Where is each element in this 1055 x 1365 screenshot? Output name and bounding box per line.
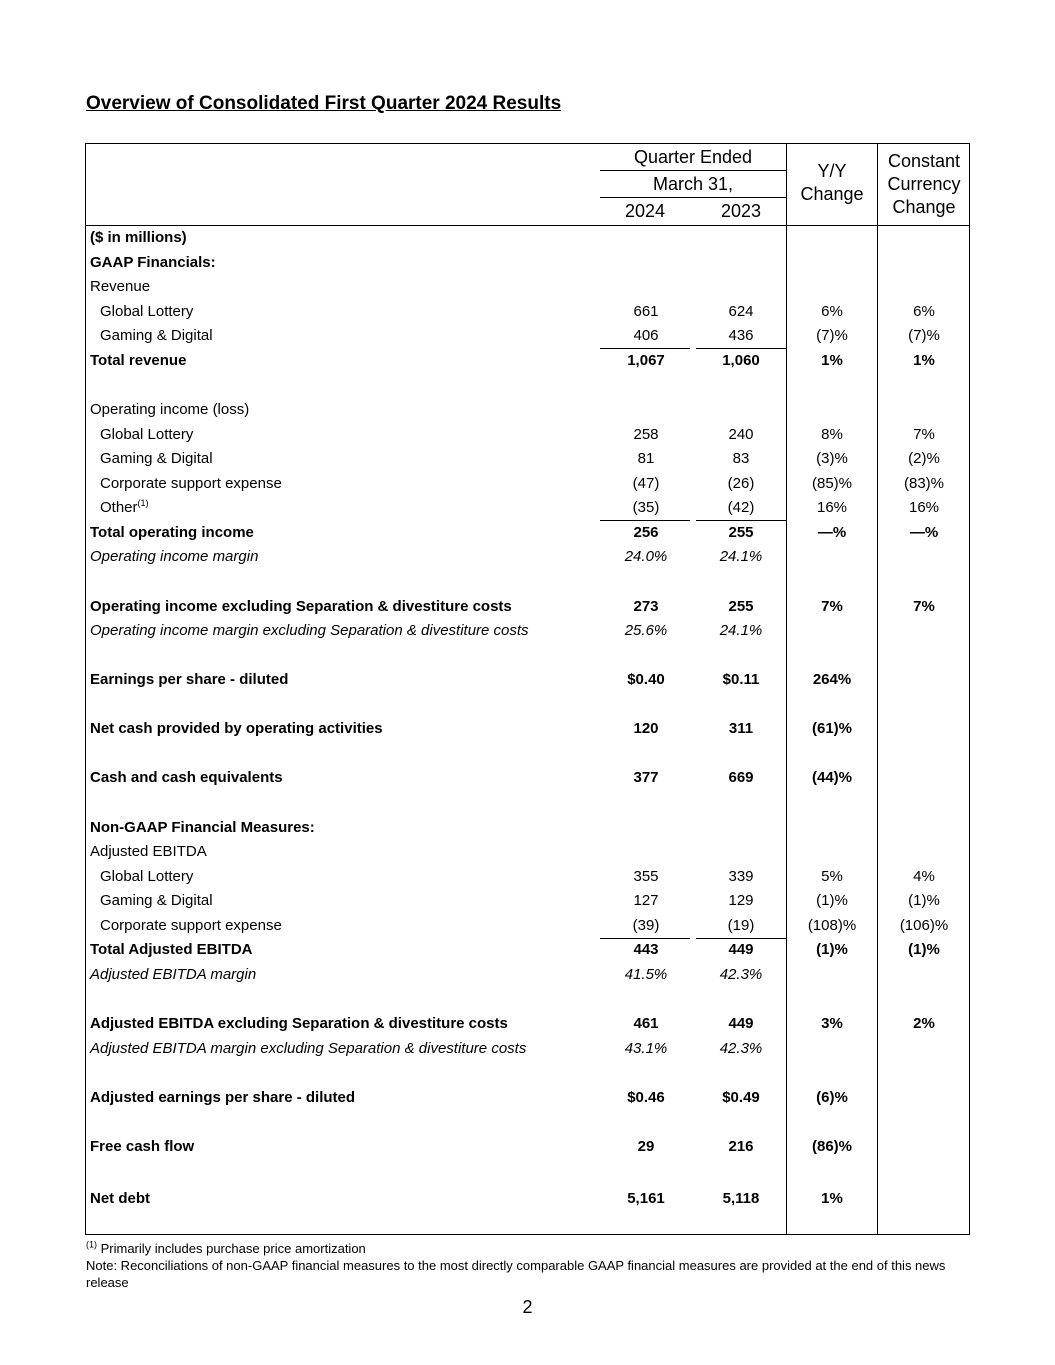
value-2024: (47) — [632, 475, 660, 492]
value-2024: $0.40 — [627, 671, 665, 688]
table-row — [86, 324, 970, 348]
sum-rule — [600, 938, 690, 939]
yy-change: (44)% — [811, 769, 852, 786]
value-2023: 83 — [732, 450, 750, 467]
header-march: March 31, — [652, 174, 734, 194]
row-label: Adjusted earnings per share - diluted — [90, 1089, 356, 1106]
yy-change: (1)% — [816, 892, 848, 909]
yy-change: (85)% — [811, 475, 852, 492]
table-row — [86, 1037, 970, 1061]
value-2023: (19) — [727, 917, 755, 934]
table-row — [86, 889, 970, 913]
constant-currency-change: 6% — [913, 303, 935, 320]
value-2024: 120 — [633, 720, 659, 737]
table-row — [86, 766, 970, 790]
sum-rule — [600, 520, 690, 521]
row-label: Gaming & Digital — [100, 327, 213, 344]
table-row — [86, 668, 970, 692]
value-2023: 129 — [728, 892, 754, 909]
yy-change: —% — [817, 524, 847, 541]
table-row — [86, 423, 970, 447]
sum-rule — [696, 938, 786, 939]
value-2024: 273 — [633, 598, 659, 615]
page-title: Overview of Consolidated First Quarter 2024 Results — [86, 93, 562, 114]
table-row — [86, 865, 970, 889]
constant-currency-change: (2)% — [908, 450, 940, 467]
value-2024: 256 — [633, 524, 659, 541]
table-row — [86, 447, 970, 471]
row-label: Free cash flow — [90, 1138, 195, 1155]
yy-change: 7% — [821, 598, 843, 615]
value-2024: 24.0% — [624, 548, 668, 565]
yy-change: (86)% — [811, 1138, 852, 1155]
quarter-ended-rule — [600, 170, 786, 171]
table-row — [86, 816, 970, 840]
yy-change: (61)% — [811, 720, 852, 737]
row-label: Global Lottery — [100, 303, 194, 320]
value-2023: 449 — [728, 1015, 754, 1032]
row-label: Global Lottery — [100, 868, 194, 885]
constant-currency-change: —% — [909, 524, 939, 541]
value-2023: 255 — [728, 598, 754, 615]
row-label: GAAP Financials: — [90, 254, 216, 271]
table-row — [86, 938, 970, 962]
value-2024: 406 — [633, 327, 659, 344]
row-label: Adjusted EBITDA margin — [90, 966, 257, 983]
row-label: Adjusted EBITDA margin excluding Separation & divestiture costs — [90, 1040, 527, 1057]
header-yy-change: Y/Y Change — [800, 161, 864, 204]
value-2023: 255 — [728, 524, 754, 541]
row-label: Total revenue — [90, 352, 187, 369]
constant-currency-change: 7% — [913, 598, 935, 615]
header-year-2024: 2024 — [624, 201, 666, 221]
value-2023: 216 — [728, 1138, 754, 1155]
table-row — [86, 963, 970, 987]
row-label: Operating income excluding Separation & divestiture costs — [90, 598, 512, 615]
yy-change: 264% — [812, 671, 852, 688]
value-2024: 29 — [637, 1138, 655, 1155]
value-2023: 42.3% — [719, 1040, 763, 1057]
value-2024: 443 — [633, 941, 659, 958]
constant-currency-change: (106)% — [899, 917, 949, 934]
header-year-2023: 2023 — [720, 201, 762, 221]
row-label: Corporate support expense — [100, 475, 282, 492]
value-2024: 461 — [633, 1015, 659, 1032]
row-label: Operating income margin excluding Separation & divestiture costs — [90, 622, 529, 639]
value-2024: (39) — [632, 917, 660, 934]
page-number: 2 — [522, 1297, 533, 1317]
table-row — [86, 914, 970, 938]
value-2023: 449 — [728, 941, 754, 958]
table-row — [86, 595, 970, 619]
row-label: Adjusted EBITDA excluding Separation & divestiture costs — [90, 1015, 508, 1032]
table-row — [86, 619, 970, 643]
constant-currency-change: (1)% — [908, 941, 940, 958]
yy-change: 1% — [821, 1190, 843, 1207]
constant-currency-change: (83)% — [903, 475, 944, 492]
value-2024: (35) — [632, 499, 660, 516]
row-label: Other$^{(1)}$ — [100, 498, 149, 516]
value-2024: 41.5% — [624, 966, 668, 983]
yy-change: 1% — [821, 352, 843, 369]
yy-change: 6% — [821, 303, 843, 320]
constant-currency-change: (7)% — [908, 327, 940, 344]
value-2024: 661 — [633, 303, 659, 320]
value-2023: (42) — [727, 499, 755, 516]
row-label: Revenue — [90, 278, 151, 295]
table-row — [86, 472, 970, 496]
footnote-1: $^{(1)}$ Primarily includes purchase price amortization — [86, 1239, 366, 1256]
constant-currency-change: 1% — [913, 352, 935, 369]
row-label: Adjusted EBITDA — [90, 843, 207, 860]
row-label: Total Adjusted EBITDA — [90, 941, 253, 958]
table-row — [86, 251, 970, 275]
value-2023: 240 — [728, 426, 754, 443]
constant-currency-change: 4% — [913, 868, 935, 885]
header-quarter-ended: Quarter Ended — [633, 147, 753, 167]
value-2023: 42.3% — [719, 966, 763, 983]
table-row — [86, 300, 970, 324]
value-2024: $0.46 — [627, 1089, 665, 1106]
table-row — [86, 1012, 970, 1036]
header-constant-currency: Constant Currency Change — [887, 151, 961, 217]
yy-change: (108)% — [807, 917, 857, 934]
sum-rule — [600, 348, 690, 349]
row-label: Global Lottery — [100, 426, 194, 443]
row-label: Operating income margin — [90, 548, 259, 565]
table-row — [86, 1187, 970, 1211]
row-label: Earnings per share - diluted — [90, 671, 289, 688]
value-2023: (26) — [727, 475, 755, 492]
value-2023: 24.1% — [719, 548, 763, 565]
value-2024: 5,161 — [627, 1190, 665, 1207]
constant-currency-change: 16% — [908, 499, 940, 516]
row-label: ($ in millions) — [90, 229, 187, 246]
value-2023: 669 — [728, 769, 754, 786]
row-label: Corporate support expense — [100, 917, 282, 934]
table-row — [86, 840, 970, 864]
value-2024: 1,067 — [627, 352, 665, 369]
value-2024: 25.6% — [624, 622, 668, 639]
value-2024: 43.1% — [624, 1040, 668, 1057]
yy-change: (3)% — [816, 450, 848, 467]
row-label: Non-GAAP Financial Measures: — [90, 819, 315, 836]
row-label: Net debt — [90, 1190, 150, 1207]
yy-change: 16% — [816, 499, 848, 516]
table-row — [86, 521, 970, 545]
constant-currency-change: 7% — [913, 426, 935, 443]
march-rule — [600, 197, 786, 198]
sum-rule — [696, 348, 786, 349]
table-row — [86, 226, 970, 250]
value-2024: 127 — [633, 892, 659, 909]
row-label: Gaming & Digital — [100, 450, 213, 467]
value-2023: $0.49 — [722, 1089, 760, 1106]
value-2024: 377 — [633, 769, 659, 786]
value-2023: 436 — [728, 327, 754, 344]
value-2023: 311 — [728, 720, 754, 737]
row-label: Cash and cash equivalents — [90, 769, 283, 786]
table-row — [86, 275, 970, 299]
table-row — [86, 349, 970, 373]
value-2023: $0.11 — [722, 671, 760, 688]
yy-change: 3% — [821, 1015, 843, 1032]
sum-rule — [696, 520, 786, 521]
table-row — [86, 717, 970, 741]
row-label: Total operating income — [90, 524, 254, 541]
table-row — [86, 1086, 970, 1110]
value-2023: 24.1% — [719, 622, 763, 639]
value-2023: 624 — [728, 303, 754, 320]
row-label: Net cash provided by operating activities — [90, 720, 383, 737]
row-label: Gaming & Digital — [100, 892, 213, 909]
value-2024: 258 — [633, 426, 659, 443]
table-row — [86, 398, 970, 422]
value-2023: 339 — [728, 868, 754, 885]
value-2023: 5,118 — [722, 1190, 760, 1207]
yy-change: 5% — [821, 868, 843, 885]
value-2023: 1,060 — [722, 352, 760, 369]
yy-change: (1)% — [816, 941, 848, 958]
constant-currency-change: 2% — [913, 1015, 935, 1032]
yy-change: (6)% — [816, 1089, 848, 1106]
value-2024: 355 — [633, 868, 659, 885]
table-row — [86, 545, 970, 569]
footnote-ref: (1) — [137, 498, 149, 508]
table-row — [86, 496, 970, 520]
constant-currency-change: (1)% — [908, 892, 940, 909]
footnote-note: Note: Reconciliations of non-GAAP financial measures to the most directly comparable GAAP financial measures are provided at the end of this news release — [86, 1258, 946, 1290]
yy-change: (7)% — [816, 327, 848, 344]
yy-change: 8% — [821, 426, 843, 443]
row-label: Operating income (loss) — [90, 401, 250, 418]
value-2024: 81 — [637, 450, 655, 467]
table-row — [86, 1135, 970, 1159]
